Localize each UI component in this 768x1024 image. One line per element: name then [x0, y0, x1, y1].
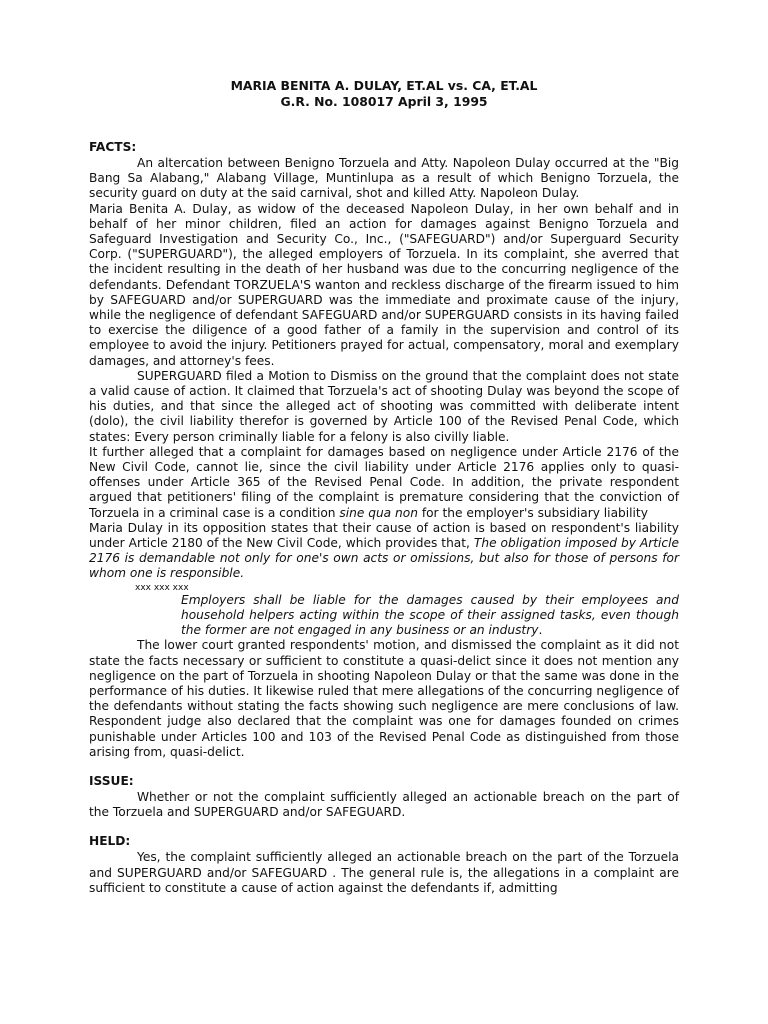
block-quote-text: Employers shall be liable for the damages caused by their employees and household helpers acting within the scope of their assigned tasks, even though the former are not engaged in any business or an industry	[181, 592, 679, 638]
held-heading: HELD:	[89, 834, 131, 849]
latin-phrase: sine qua non	[339, 505, 418, 520]
article-2176-quote: The obligation imposed by Article 2176 is demandable not only for one's own acts or omissions, but also for those of persons for whom one is responsible.	[89, 536, 680, 581]
issue-paragraph: Whether or not the complaint sufficiently alleged an actionable breach on the part of the Torzuela and SUPERGUARD and/or SAFEGUARD.	[89, 789, 679, 820]
facts-heading: FACTS:	[89, 140, 137, 154]
block-quote	[181, 593, 679, 639]
document-page	[89, 78, 679, 896]
facts-paragraph-4-tail: for the employer's subsidiary liability	[421, 505, 648, 520]
facts-paragraph-4	[89, 445, 679, 521]
facts-paragraph-4-text: It further alleged that a complaint for damages based on negligence under Article 2176 of the New Civil Code, cannot lie, since the civil liability under Article 2176 applies only to quasi-offenses under Article 365 of the Revised Penal Code. In addition, the private respondent argued that petitioners' filing of the complaint is premature considering that the conviction of Torzuela in a criminal case is a condition	[89, 444, 679, 520]
facts-paragraph-5-text: Maria Dulay in its opposition states that their cause of action is based on respondent's liability under Article 2180 of the New Civil Code, which provides that,	[89, 520, 679, 551]
case-title: MARIA BENITA A. DULAY, ET.AL vs. CA, ET.AL	[230, 78, 538, 93]
facts-paragraph-1: An altercation between Benigno Torzuela and Atty. Napoleon Dulay occurred at the "Big Bang Sa Alabang," Alabang Village, Muntinlupa as a result of which Benigno Torzuela, the security guard on duty at the said carnival, shot and killed Atty. Napoleon Dulay.	[89, 156, 679, 201]
block-quote-end: .	[538, 623, 543, 638]
case-citation: G.R. No. 108017 April 3, 1995	[280, 94, 488, 109]
facts-paragraph-3: SUPERGUARD filed a Motion to Dismiss on the ground that the complaint does not state a valid cause of action. It claimed that Torzuela's act of shooting Dulay was beyond the scope of his duties, and that since the alleged act of shooting was committed with deliberate intent (dolo), the civil liability therefor is governed by Article 100 of the Revised Penal Code, which states: Every person criminally liable for a felony is also civilly liable.	[89, 368, 679, 444]
facts-paragraph-6: The lower court granted respondents' motion, and dismissed the complaint as it did not state the facts necessary or sufficient to constitute a quasi-delict since it does not mention any negligence on the part of Torzuela in shooting Napoleon Dulay or that the same was done in the performance of his duties. It likewise ruled that mere allegations of the concurring negligence of the defendants without stating the facts showing such negligence are mere conclusions of law. Respondent judge also declared that the complaint was one for damages founded on crimes punishable under Articles 100 and 103 of the Revised Penal Code as distinguished from those arising from, quasi-delict.	[89, 638, 679, 759]
ellipsis-marker: xxx xxx xxx	[135, 582, 189, 593]
facts-paragraph-5	[89, 521, 679, 582]
held-paragraph: Yes, the complaint sufficiently alleged an actionable breach on the part of the Torzuela and SUPERGUARD and/or SAFEGUARD . The general rule is, the allegations in a complaint are sufficient to constitute a cause of action against the defendants if, admitting	[89, 850, 679, 895]
facts-paragraph-2: Maria Benita A. Dulay, as widow of the deceased Napoleon Dulay, in her own behalf and in behalf of her minor children, filed an action for damages against Benigno Torzuela and Safeguard Investigation and Security Co., Inc., ("SAFEGUARD") and/or Superguard Security Corp. ("SUPERGUARD"), the alleged employers of Torzuela. In its complaint, she averred that the incident resulting in the death of her husband was due to the concurring negligence of the defendants. Defendant TORZUELA'S wanton and reckless discharge of the firearm issued to him by SAFEGUARD and/or SUPERGUARD was the immediate and proximate cause of the injury, while the negligence of defendant SAFEGUARD and/or SUPERGUARD consists in its having failed to exercise the diligence of a good father of a family in the supervision and control of its employee to avoid the injury. Petitioners prayed for actual, compensatory, moral and exemplary damages, and attorney's fees.	[89, 201, 679, 368]
issue-heading: ISSUE:	[89, 773, 134, 788]
